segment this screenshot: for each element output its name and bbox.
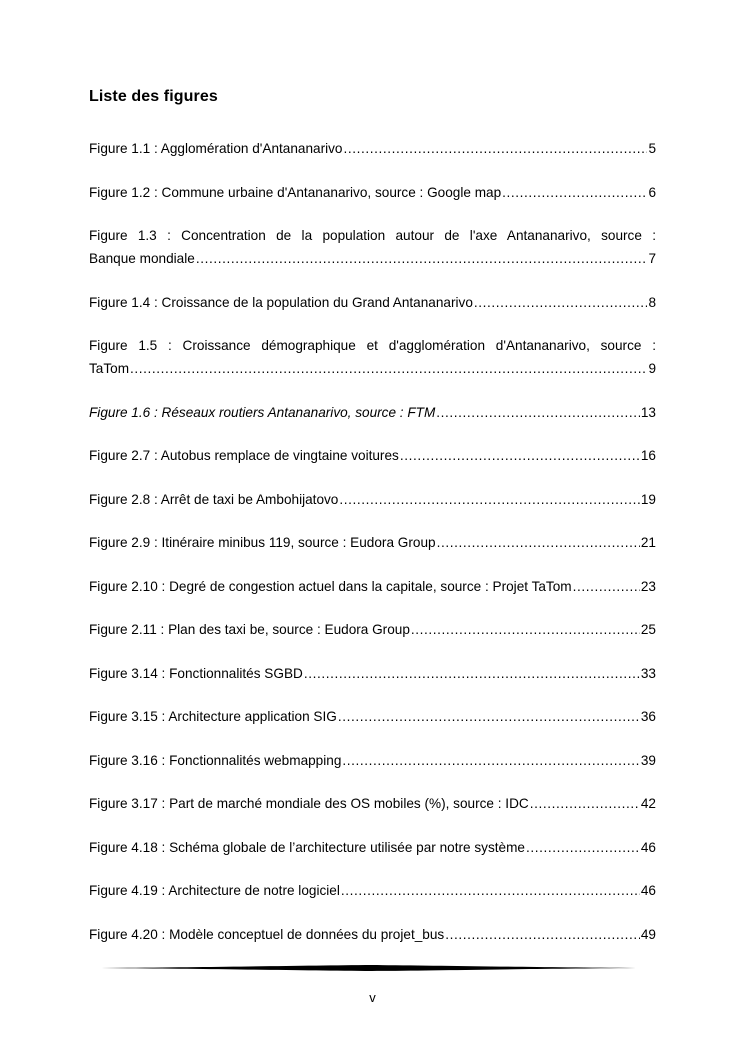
figure-entry-page: 7 (648, 251, 656, 266)
figure-entry-line (89, 488, 656, 511)
figure-entry-title: TaTom (89, 361, 130, 376)
figure-entry-line (89, 575, 656, 598)
figure-entry-line (89, 137, 656, 160)
figure-entry-line (89, 357, 656, 380)
figure-entry-title: Figure 1.6 : Réseaux routiers Antananarivo, source : FTM (89, 404, 436, 420)
figure-entry[interactable] (89, 488, 656, 511)
figure-entry-line (89, 879, 656, 902)
figure-entry[interactable] (89, 618, 656, 641)
figure-entry[interactable] (89, 401, 656, 424)
figure-entry-line (89, 531, 656, 554)
dot-leader (437, 531, 640, 554)
dot-leader (445, 923, 640, 946)
figure-entry-page: 6 (648, 184, 656, 200)
figure-entry-title: Banque mondiale (89, 251, 195, 266)
figure-entry[interactable] (89, 662, 656, 685)
figure-entry-page: 13 (640, 404, 656, 420)
figure-entry-page: 46 (640, 883, 656, 898)
figure-entry-page: 16 (640, 448, 656, 463)
figure-entry[interactable] (89, 181, 656, 204)
figure-entry-title: Figure 2.9 : Itinéraire minibus 119, source : Eudora Group (89, 535, 436, 550)
figure-entry[interactable] (89, 224, 656, 270)
figure-entry-title: Figure 3.17 : Part de marché mondiale des OS mobiles (%), source : IDC (89, 796, 529, 811)
figure-entry-page: 25 (640, 622, 656, 637)
page-title: Liste des figures (89, 88, 218, 105)
dot-leader (530, 792, 640, 815)
figure-entry-title: Figure 1.1 : Agglomération d'Antananarivo (89, 141, 343, 156)
figure-entry-line (89, 181, 656, 204)
dot-leader (400, 444, 640, 467)
figure-entry[interactable] (89, 749, 656, 772)
dot-leader (339, 488, 640, 511)
figure-entry-title: Figure 2.8 : Arrêt de taxi be Ambohijatovo (89, 491, 339, 507)
figure-entry-line (89, 618, 656, 641)
figure-entry-page: 21 (640, 535, 656, 550)
figure-entry[interactable] (89, 291, 656, 314)
figure-entry-page: 39 (640, 752, 656, 768)
dot-leader (502, 181, 647, 204)
figure-entry-line (89, 792, 656, 815)
figure-entry-page: 33 (640, 665, 656, 681)
figure-entry[interactable] (89, 575, 656, 598)
page-number: v (369, 990, 376, 1005)
figure-entry-line (89, 749, 656, 772)
figure-entry-line (89, 444, 656, 467)
figure-entry-line (89, 247, 656, 270)
figure-entry-line (89, 923, 656, 946)
figure-entry-title: Figure 1.4 : Croissance de la population du Grand Antananarivo (89, 294, 473, 310)
dot-leader (436, 401, 640, 424)
figure-entry-page: 36 (640, 709, 656, 724)
dot-leader (411, 618, 640, 641)
figure-entry-title: Figure 2.7 : Autobus remplace de vingtaine voitures (89, 448, 399, 463)
figure-entry-first-line: Figure 1.3 : Concentration de la population autour de l'axe Antananarivo, source : (89, 228, 656, 243)
dot-leader (338, 705, 640, 728)
figure-entry-title: Figure 2.11 : Plan des taxi be, source : Eudora Group (89, 622, 410, 637)
figure-entry-page: 5 (648, 141, 656, 156)
dot-leader (343, 137, 647, 160)
figure-entry-title: Figure 4.18 : Schéma globale de l’architecture utilisée par notre système (89, 839, 525, 855)
figure-entry-title: Figure 3.16 : Fonctionnalités webmapping (89, 752, 342, 768)
figure-entry-line (89, 662, 656, 685)
figure-entry-page: 23 (640, 578, 656, 594)
figure-entry-title: Figure 3.15 : Architecture application SIG (89, 709, 337, 724)
figure-entry[interactable] (89, 334, 656, 380)
figure-entry-page: 42 (640, 796, 656, 811)
dot-leader (196, 247, 648, 270)
figure-entry-page: 9 (648, 361, 656, 376)
dot-leader (474, 291, 648, 314)
figure-entry-title: Figure 2.10 : Degré de congestion actuel dans la capitale, source : Projet TaTom (89, 578, 572, 594)
figure-entry[interactable] (89, 879, 656, 902)
figure-entry[interactable] (89, 705, 656, 728)
decorative-separator (101, 964, 643, 972)
figure-list (89, 137, 656, 966)
figure-entry-line (89, 291, 656, 314)
figure-entry-line (89, 705, 656, 728)
dot-leader (130, 357, 647, 380)
figure-entry[interactable] (89, 137, 656, 160)
figure-entry[interactable] (89, 923, 656, 946)
dot-leader (573, 575, 640, 598)
figure-entry-first-line: Figure 1.5 : Croissance démographique et d'agglomération d'Antananarivo, source : (89, 338, 656, 353)
figure-entry[interactable] (89, 531, 656, 554)
dot-leader (526, 836, 640, 859)
figure-entry-title: Figure 1.2 : Commune urbaine d'Antananarivo, source : Google map (89, 184, 502, 200)
figure-entry-line (89, 836, 656, 859)
figure-entry[interactable] (89, 792, 656, 815)
figure-entry-page: 46 (640, 839, 656, 855)
figure-entry-title: Figure 3.14 : Fonctionnalités SGBD (89, 665, 303, 681)
dot-leader (304, 662, 640, 685)
figure-entry[interactable] (89, 444, 656, 467)
figure-entry-title: Figure 4.19 : Architecture de notre logiciel (89, 883, 340, 898)
dot-leader (342, 749, 639, 772)
figure-entry-page: 19 (640, 491, 656, 507)
figure-entry-title: Figure 4.20 : Modèle conceptuel de données du projet_bus (89, 926, 445, 942)
figure-entry-line (89, 401, 656, 424)
figure-entry[interactable] (89, 836, 656, 859)
figure-entry-page: 49 (640, 926, 656, 942)
figure-entry-page: 8 (648, 294, 656, 310)
dot-leader (341, 879, 640, 902)
